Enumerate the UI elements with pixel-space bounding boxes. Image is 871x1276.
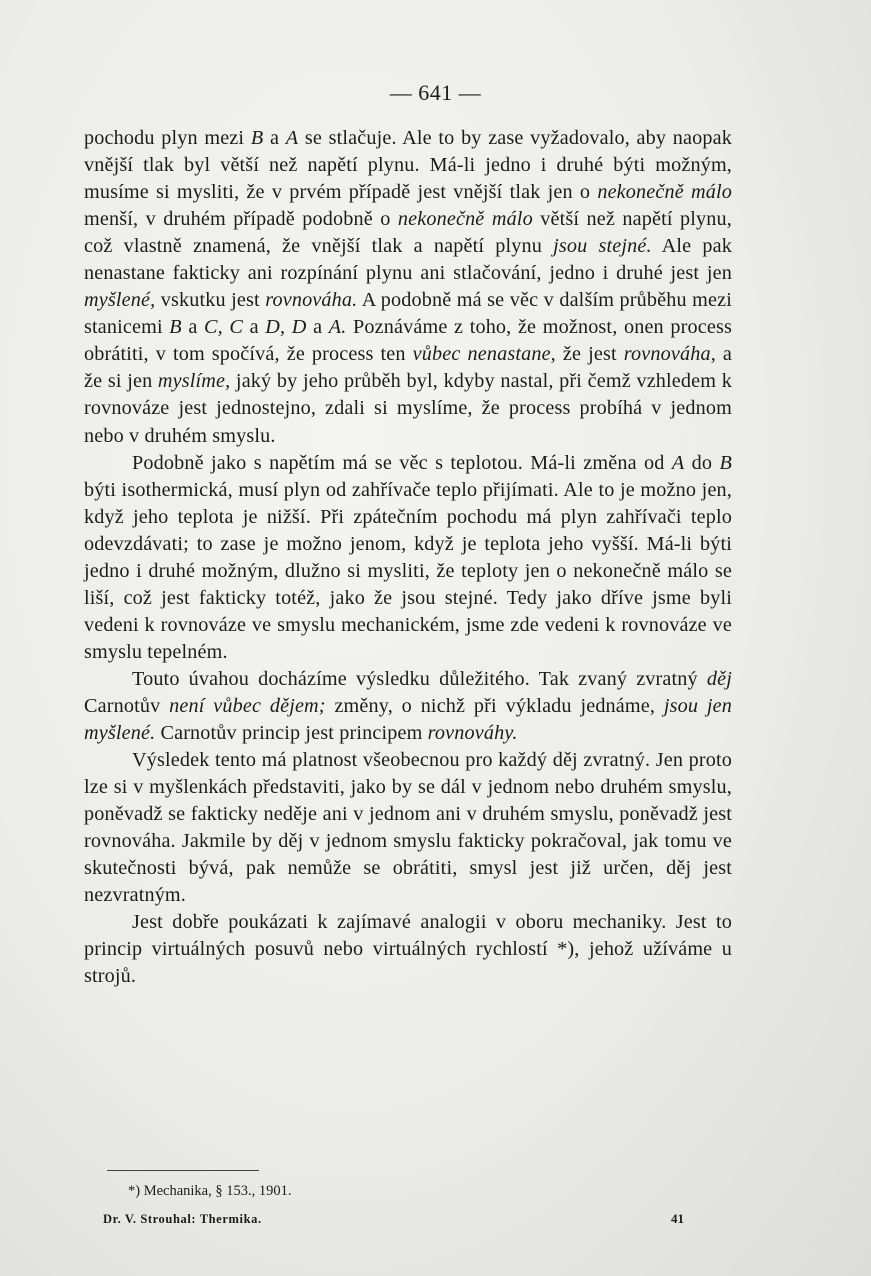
body-text xyxy=(84,125,732,991)
italic-text: D, xyxy=(265,316,286,339)
italic-text: C xyxy=(229,316,244,339)
paragraph: Výsledek tento má platnost všeobecnou pro každý děj zvratný. Jen proto lze si v myšlenkách představiti, jako by se dál v jednom nebo druhém smyslu, poněvadž se fakticky neděje ani v jednom ani v druhém smyslu, poněvadž jest rovnováha. Jakmile by děj v jednom smyslu fakticky pokračoval, jak tomu ve skutečnosti bývá, pak nemůže se obrátiti, smysl jest již určen, děj jest nezvratným. xyxy=(84,749,732,907)
italic-text: D xyxy=(291,316,307,339)
sheet-number: 41 xyxy=(671,1211,684,1226)
italic-text: rovnováhy. xyxy=(427,722,518,745)
paragraph: Touto úvahou docházíme výsledku důležitého. Tak zvaný zvratný děj Carnotův není vůbec dějem; změny, o nichž při výkladu jednáme, jsou jen myšlené. Carnotův princip jest principem rovnováhy. xyxy=(84,667,733,745)
paragraph: Jest dobře poukázati k zajímavé analogii v oboru mechaniky. Jest to princip virtuálných posuvů nebo virtuálných rychlostí *), jehož užíváme u strojů. xyxy=(84,911,732,988)
italic-text: B xyxy=(719,451,732,474)
printer-signature: Dr. V. Strouhal: Thermika. xyxy=(103,1212,262,1226)
italic-text: B xyxy=(169,316,182,339)
italic-text: nekonečně málo xyxy=(597,181,732,204)
italic-text: děj xyxy=(706,667,732,690)
italic-text: rovnováha, xyxy=(623,343,716,366)
italic-text: jsou jen myšlené. xyxy=(84,694,733,745)
italic-text: A xyxy=(671,451,685,474)
paragraph: pochodu plyn mezi B a A se stlačuje. Ale to by zase vyžadovalo, aby naopak vnější tlak byl větší než napětí plynu. Má-li jedno i druhé býti možným, musíme si mysliti, že v prvém případě jest vnější tlak jen o nekonečně málo menší, v druhém případě podobně o nekonečně málo větší než napětí plynu, což vlastně znamená, že vnější tlak a napětí plynu jsou stejné. Ale pak nenastane fakticky ani rozpínání plynu ani stlačování, jedno i druhé jest jen myšlené, vskutku jest rovnováha. A podobně má se věc v dalším průběhu mezi stanicemi B a C, C a D, D a A. Poznáváme z toho, že možnost, onen process obrátiti, v tom spočívá, že process ten vůbec nenastane, že jest rovnováha, a že si jen myslíme, jaký by jeho průběh byl, kdyby nastal, při čemž vzhledem k rovnováze jest jednostejno, zdali si myslíme, že process probíhá v jednom nebo v druhém smyslu. xyxy=(84,127,733,447)
italic-text: rovnováha. xyxy=(265,289,358,312)
italic-text: C, xyxy=(204,316,223,339)
italic-text: nekonečně málo xyxy=(397,208,533,231)
italic-text: A xyxy=(285,127,299,149)
footnote-rule xyxy=(107,1170,259,1171)
footnote: *) Mechanika, § 153., 1901. xyxy=(128,1183,292,1199)
italic-text: jsou stejné. xyxy=(553,235,652,258)
italic-text: myslíme, xyxy=(157,370,231,393)
italic-text: vůbec nenastane, xyxy=(412,343,556,366)
italic-text: není vůbec dějem; xyxy=(169,694,326,717)
italic-text: A. xyxy=(328,316,347,339)
paragraph: Podobně jako s napětím má se věc s teplotou. Má-li změna od A do B býti isothermická, musí plyn od zahřívače teplo přijímati. Ale to je možno jen, když jeho teplota je nižší. Při zpátečním pochodu má plyn zahřívači teplo odevzdávati; to zase je možno jenom, když je teplota jeho vyšší. Má-li býti jedno i druhé možným, dlužno si mysliti, že teploty jen o nekonečně málo se liší, což jest fakticky totéž, jako že jsou stejné. Tedy jako dříve jsme byli vedeni k rovnováze ve smyslu mechanickém, jsme zde vedeni k rovnováze ve smyslu tepelném. xyxy=(84,451,732,663)
italic-text: B xyxy=(250,127,264,149)
italic-text: myšlené, xyxy=(84,289,156,312)
page-number: — 641 — xyxy=(389,80,482,105)
